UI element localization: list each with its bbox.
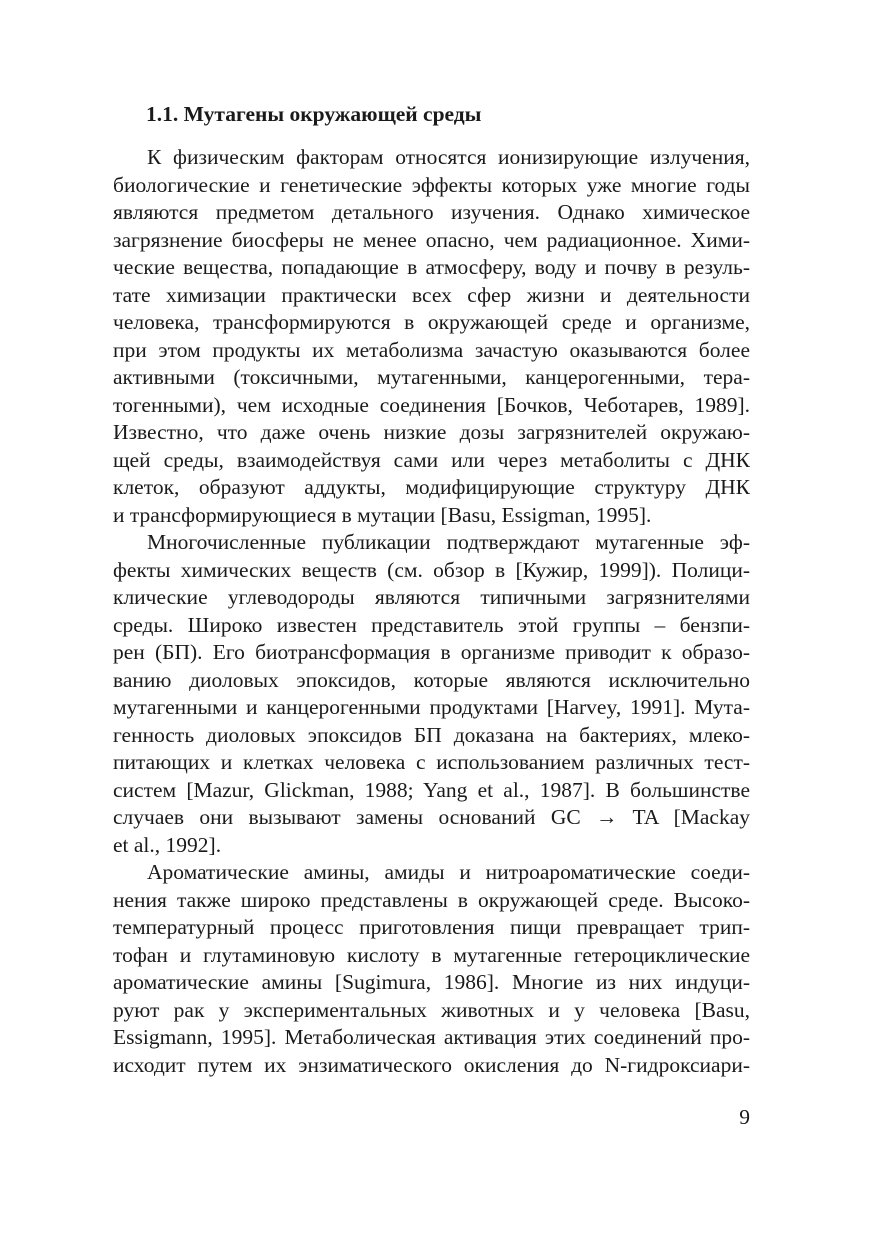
text-line: среды. Широко известен представитель этой группы – бензпи- [113, 612, 750, 637]
text-line: активными (токсичными, мутагенными, канцерогенными, тера- [113, 365, 750, 389]
text-line: руют рак у экспериментальных животных и у человека [Basu, [113, 997, 750, 1022]
text-line: случаев они вызывают замены оснований GC → TA [Mackay [113, 805, 750, 829]
text-line: Essigmann, 1995]. Метаболическая активация этих соединений про- [113, 1025, 750, 1049]
paragraph-1 [113, 144, 750, 529]
text-line: генность диоловых эпоксидов БП доказана на бактериях, млеко- [113, 722, 750, 747]
text-line: ароматические амины [Sugimura, 1986]. Многие из них индуци- [113, 970, 750, 994]
text-line: загрязнение биосферы не менее опасно, чем радиационное. Хими- [113, 227, 750, 252]
text-line: К физическим факторам относятся ионизирующие излучения, [147, 145, 750, 169]
text-line: рен (БП). Его биотрансформация в организме приводит к образо- [113, 640, 750, 664]
text-line: щей среды, взаимодействуя сами или через метаболиты с ДНК [113, 447, 750, 472]
text-line: клические углеводороды являются типичными загрязнителями [113, 585, 750, 609]
body-text [113, 144, 750, 1079]
text-line: клеток, образуют аддукты, модифицирующие структуру ДНК [113, 475, 750, 499]
text-line: фекты химических веществ (см. обзор в [Кужир, 1999]). Полици- [113, 557, 750, 582]
text-line: и трансформирующиеся в мутации [Basu, Essigman, 1995]. [113, 502, 652, 527]
text-line: биологические и генетические эффекты которых уже многие годы [113, 172, 750, 197]
text-line: Ароматические амины, амиды и нитроароматические соеди- [147, 860, 750, 884]
section-heading: 1.1. Мутагены окружающей среды [146, 102, 482, 126]
text-line: человека, трансформируются в окружающей среде и организме, [113, 310, 750, 334]
text-line: систем [Mazur, Glickman, 1988; Yang et al., 1987]. В большинстве [113, 777, 750, 802]
text-line: при этом продукты их метаболизма зачастую оказываются более [113, 337, 750, 362]
text-line: питающих и клетках человека с использованием различных тест- [113, 750, 750, 774]
text-line: тофан и глутаминовую кислоту в мутагенные гетероциклические [113, 942, 750, 967]
text-line: являются предметом детального изучения. Однако химическое [113, 200, 750, 224]
text-line: мутагенными и канцерогенными продуктами [Harvey, 1991]. Мута- [113, 695, 750, 719]
text-line: тате химизации практически всех сфер жизни и деятельности [113, 282, 750, 307]
paragraph-3 [113, 859, 750, 1079]
text-line: тогенными), чем исходные соединения [Бочков, Чеботарев, 1989]. [113, 392, 750, 417]
text-line: Многочисленные публикации подтверждают мутагенные эф- [147, 530, 750, 554]
text-line: ческие вещества, попадающие в атмосферу, воду и почву в резуль- [113, 255, 750, 279]
paragraph-2 [113, 529, 750, 859]
text-line: ванию диоловых эпоксидов, которые являются исключительно [113, 667, 750, 692]
text-line: температурный процесс приготовления пищи превращает трип- [113, 915, 750, 939]
text-line: et al., 1992]. [113, 832, 222, 857]
text-line: Известно, что даже очень низкие дозы загрязнителей окружаю- [113, 420, 750, 444]
page-number: 9 [739, 1105, 750, 1129]
text-line: нения также широко представлены в окружающей среде. Высоко- [113, 887, 750, 912]
text-line: исходит путем их энзиматического окисления до N-гидроксиари- [113, 1052, 750, 1077]
